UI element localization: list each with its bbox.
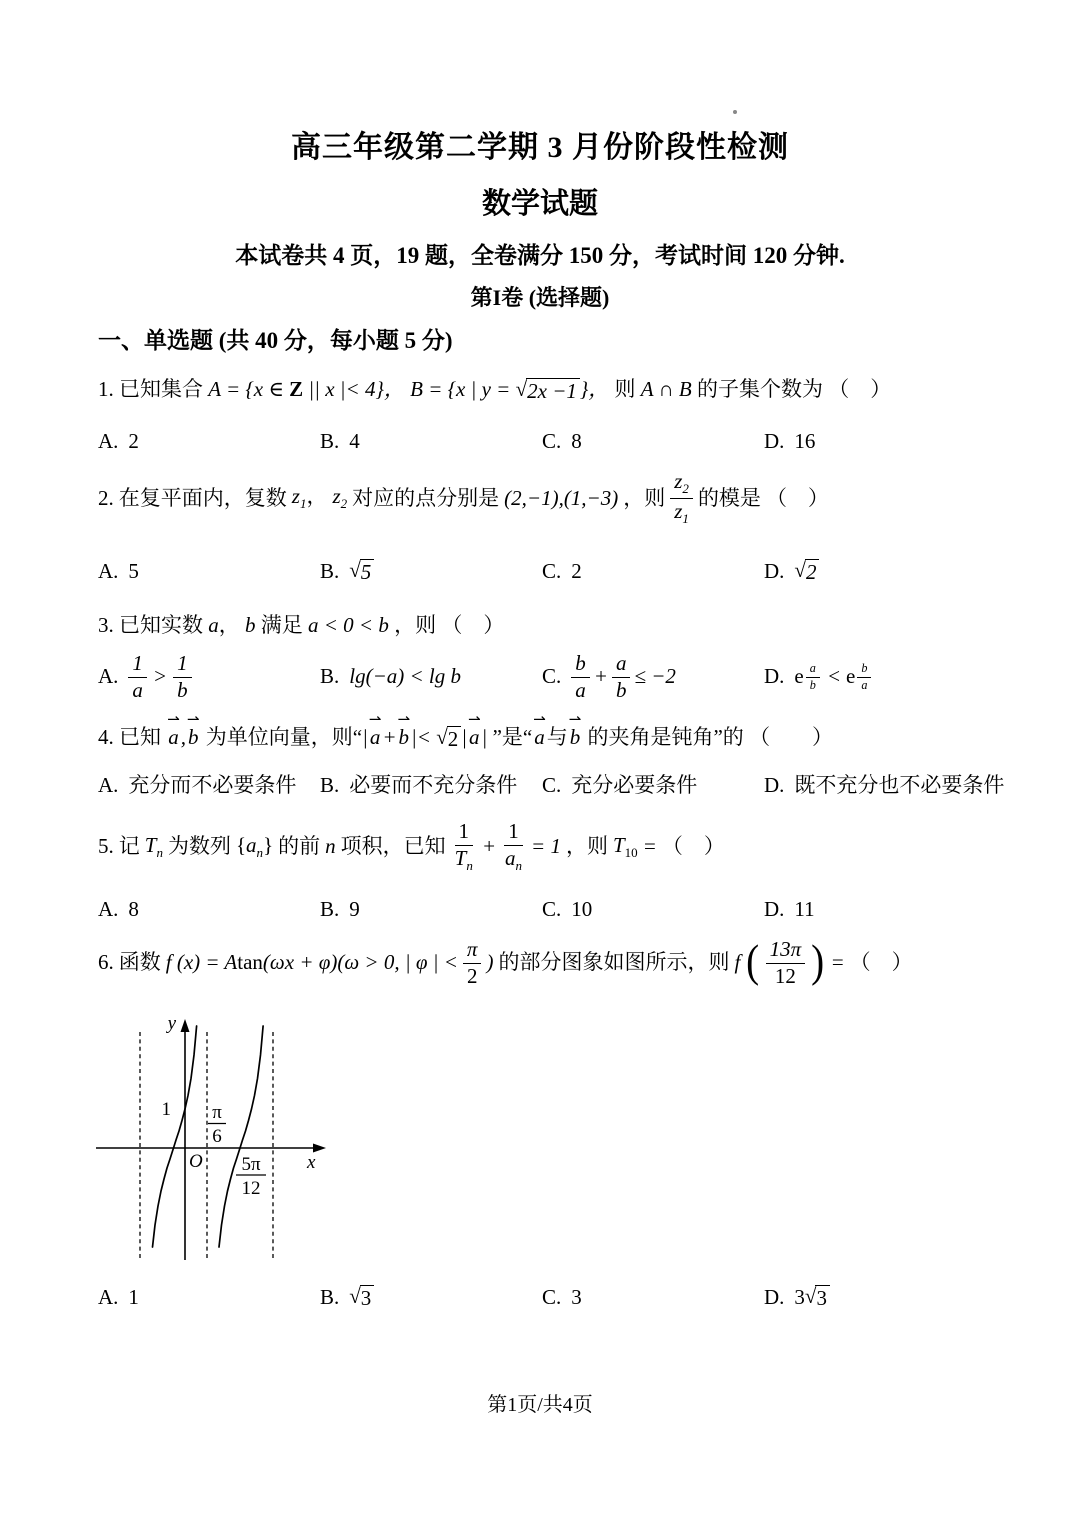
token: T <box>612 832 625 857</box>
origin-label: O <box>189 1151 203 1172</box>
q5-text: 为数列 <box>167 833 231 858</box>
plus-sign: + <box>481 833 497 858</box>
q6-text: 的部分图象如图所示，则 <box>498 950 730 975</box>
plus-sign: + <box>593 664 608 689</box>
answer-blank: （ ） <box>441 613 505 637</box>
q6-number: 6. <box>98 950 114 975</box>
q5-text: ，则 <box>565 833 608 858</box>
option-label: A. <box>98 1285 119 1309</box>
sqrt-expression <box>349 1285 374 1310</box>
q5-text: 的前 <box>278 833 321 858</box>
option-value: 11 <box>794 897 815 921</box>
option-value: 4 <box>349 429 360 453</box>
q3-text: 满足 <box>260 613 303 637</box>
section-heading: 第I卷 (选择题) <box>470 285 610 310</box>
option-label: B. <box>320 429 340 453</box>
option-a <box>98 1284 320 1311</box>
question-3 <box>98 612 1040 639</box>
q3-relation: a < 0 < b <box>308 613 389 637</box>
relation-sign: < <box>826 664 842 689</box>
option-label: A. <box>98 664 119 689</box>
option-label: B. <box>320 897 340 921</box>
question-2-options <box>98 558 1040 585</box>
subscript: 2 <box>682 481 689 497</box>
option-value: 5 <box>128 559 139 583</box>
numerator: 1 <box>504 820 523 846</box>
token: tan <box>237 950 263 975</box>
y-intercept-label: 1 <box>161 1099 171 1120</box>
q1-intersection: A ∩ B <box>640 377 692 401</box>
vector-a <box>532 710 547 751</box>
pi-over-6-numerator: π <box>212 1102 222 1123</box>
token: z <box>674 469 683 493</box>
q2-z1 <box>292 483 328 513</box>
question-5 <box>98 820 1040 873</box>
q5-text: 记 <box>118 833 140 858</box>
exponent <box>806 662 820 692</box>
denominator: b <box>809 677 816 692</box>
option-label: D. <box>764 773 785 797</box>
token: a <box>369 725 381 749</box>
q3-number: 3. <box>98 613 114 637</box>
f-symbol: f <box>734 950 741 975</box>
vector-a <box>166 710 181 751</box>
question-6-graph <box>90 1012 420 1264</box>
var-n: n <box>325 833 336 858</box>
option-d <box>764 772 1040 799</box>
numerator: 13π <box>766 938 806 964</box>
question-6: 6. 函数 f (x) = Atan(ωx + φ)(ω > 0, | φ | < $\frac{\pi}{2}$ ) 的部分图象如图所示，则 f ( $\frac{13\pi}{12}$ ) = （ ） <box>98 935 913 988</box>
option-label: B. <box>320 1285 340 1309</box>
relation-sign: > <box>152 664 168 689</box>
option-label: C. <box>542 664 562 689</box>
option-b <box>320 772 542 799</box>
q2-text: ，则 <box>623 485 666 510</box>
fraction <box>173 652 192 702</box>
option-d <box>764 428 1040 455</box>
option-a <box>98 772 320 799</box>
option-b <box>320 1284 542 1311</box>
question-1-options <box>98 428 1040 455</box>
subscript: 2 <box>340 496 348 512</box>
token: ， <box>306 484 328 509</box>
q3-text: 已知实数 <box>119 613 203 637</box>
option-label: D. <box>764 664 785 689</box>
option-label: D. <box>764 559 785 583</box>
option-a <box>98 896 320 923</box>
tangent-branch-2 <box>219 1026 263 1247</box>
q5-text: 项积，已知 <box>340 833 446 858</box>
numerator: a <box>612 652 631 678</box>
fraction <box>612 652 631 702</box>
option-value: 8 <box>128 897 139 921</box>
option-value: lg(−a) < lg b <box>349 664 462 689</box>
q1-text: 已知集合 <box>119 377 203 401</box>
question-4-options <box>98 772 1040 799</box>
option-label: C. <box>542 429 562 453</box>
sqrt-expression <box>805 1285 830 1310</box>
sqrt-expression <box>349 559 374 584</box>
denominator: 12 <box>774 963 796 988</box>
q2-z2 <box>332 483 347 513</box>
option-label: B. <box>320 559 340 583</box>
denominator: 2 <box>466 963 478 988</box>
answer-blank: （ ） <box>749 725 834 749</box>
tangent-branch-1 <box>153 1026 197 1247</box>
option-a <box>98 428 320 455</box>
q2-number: 2. <box>98 485 114 510</box>
q4-text: 已知 <box>119 725 161 749</box>
question-3-options <box>98 646 1040 708</box>
fraction <box>857 662 871 692</box>
vector-arrow-icon: ⇀ <box>186 710 200 729</box>
sqrt-sign: √ <box>794 558 806 583</box>
sqrt-expression <box>516 378 580 403</box>
sqrt-expression <box>436 726 461 751</box>
option-c <box>542 428 764 455</box>
numerator: π <box>463 938 482 964</box>
sqrt-sign: √ <box>349 1284 361 1309</box>
option-c <box>542 652 764 702</box>
option-value: 充分而不必要条件 <box>128 773 297 797</box>
numerator: 1 <box>173 652 192 678</box>
y-axis-label: y <box>167 1013 176 1034</box>
token: z <box>291 484 300 509</box>
radicand: 2x −1 <box>526 378 580 403</box>
answer-blank: （ ） <box>828 377 892 401</box>
option-label: B. <box>320 664 340 689</box>
option-value: 10 <box>571 897 593 921</box>
x-axis-label: x <box>307 1152 316 1173</box>
term-T10 <box>613 832 638 862</box>
abs-bar: | <box>362 725 368 749</box>
fraction-pi-2 <box>463 938 482 988</box>
option-label: A. <box>98 559 119 583</box>
option-c <box>542 558 764 585</box>
term-Tn <box>145 832 163 862</box>
option-value: 既不充分也不必要条件 <box>794 773 1005 797</box>
option-label: C. <box>542 897 562 921</box>
token: || x |< 4}， <box>303 377 405 401</box>
option-label: C. <box>542 773 562 797</box>
option-value: 3 <box>794 1285 805 1309</box>
page-subtitle: 数学试题 <box>481 188 598 220</box>
q2-text: 在复平面内，复数 <box>118 485 287 510</box>
q3-text: ，则 <box>394 613 437 637</box>
page-footer: 第1页/共4页 <box>487 1394 593 1416</box>
base-e: e <box>846 664 856 689</box>
equals-sign: = <box>642 833 657 858</box>
token: Z <box>289 377 304 401</box>
numerator: 1 <box>455 820 474 846</box>
denominator <box>451 846 477 874</box>
question-6-options <box>98 1284 1040 1311</box>
q2-text: 的模是 <box>697 485 761 510</box>
token: a <box>168 725 179 749</box>
option-b <box>320 663 542 690</box>
abs-bar: | <box>461 725 468 749</box>
vector-arrow-icon: ⇀ <box>568 710 582 729</box>
token: z <box>674 498 683 523</box>
token: (ωx + φ)(ω > 0, | φ | < <box>262 950 458 975</box>
option-c <box>542 896 764 923</box>
fraction-1-an <box>501 820 526 873</box>
y-axis-arrow <box>181 1019 190 1032</box>
part-heading: 一、单选题 (共 40 分，每小题 5 分) <box>98 328 453 353</box>
option-d <box>764 896 1040 923</box>
token: b <box>569 725 581 749</box>
page-title: 高三年级第二学期 3 月份阶段性检测 <box>291 131 789 164</box>
base-e: e <box>794 664 804 689</box>
q1-set-a <box>208 377 405 401</box>
stray-dot <box>733 110 737 114</box>
fraction <box>806 662 820 692</box>
q4-text: ”是“ <box>492 725 533 749</box>
option-c <box>542 1284 764 1311</box>
option-value: 2 <box>571 559 582 583</box>
q6-text: 函数 <box>118 950 161 975</box>
token: z <box>332 484 341 509</box>
fraction-z2-z1 <box>670 470 693 527</box>
subscript: n <box>156 844 163 860</box>
q5-number: 5. <box>98 833 114 858</box>
radicand: 2 <box>805 559 820 584</box>
vector-arrow-icon: ⇀ <box>533 710 546 729</box>
fraction-13pi-12 <box>766 938 806 988</box>
token: f (x) = A <box>165 950 238 975</box>
q2-points: (2,−1),(1,−3) <box>504 485 619 510</box>
radicand: 3 <box>815 1285 830 1310</box>
var-b: b <box>245 613 256 637</box>
denominator: b <box>177 677 188 702</box>
option-d <box>764 662 1040 692</box>
question-5-options <box>98 896 1040 923</box>
subscript: 10 <box>624 844 638 860</box>
token: a <box>469 725 480 749</box>
q4-number: 4. <box>98 725 114 749</box>
q1-text: 则 <box>614 377 636 401</box>
token: , <box>180 725 186 749</box>
token: b <box>188 725 199 749</box>
q1-number: 1. <box>98 377 114 401</box>
equals-one: = 1 <box>531 833 561 858</box>
abs-bar: |< <box>411 725 431 749</box>
denominator <box>670 499 693 527</box>
function-def <box>166 949 458 976</box>
option-label: A. <box>98 429 119 453</box>
token: b <box>398 725 410 749</box>
plus-sign: + <box>382 725 397 749</box>
option-a <box>98 652 320 702</box>
numerator: 1 <box>128 652 147 678</box>
question-4 <box>98 710 1040 751</box>
subscript: n <box>515 857 523 873</box>
option-label: C. <box>542 559 562 583</box>
q4-text: 的夹角是钝角”的 <box>587 725 744 749</box>
sqrt-sign: √ <box>804 1284 817 1309</box>
option-value: 必要而不充分条件 <box>349 773 518 797</box>
numerator: a <box>806 662 820 678</box>
exponent <box>857 662 871 692</box>
option-label: C. <box>542 1285 562 1309</box>
vector-a <box>368 710 383 751</box>
var-a: a <box>208 613 219 637</box>
pi-over-6-denominator: 6 <box>212 1126 222 1147</box>
vector-arrow-icon: ⇀ <box>368 710 382 729</box>
sqrt-sign: √ <box>436 725 448 749</box>
option-d <box>764 558 1040 585</box>
radicand: 3 <box>360 1285 375 1310</box>
denominator: b <box>615 677 627 702</box>
relation-sign: ≤ −2 <box>634 664 676 689</box>
token: T <box>144 832 157 857</box>
close-paren: ) <box>486 950 494 975</box>
token: T <box>454 845 467 870</box>
subscript: 1 <box>682 510 689 526</box>
token: B = {x | y = <box>410 377 516 401</box>
q4-text: 与 <box>546 725 568 749</box>
subscript: 1 <box>299 496 307 512</box>
option-label: D. <box>764 429 785 453</box>
option-value: 9 <box>349 897 360 921</box>
denominator: a <box>861 677 868 692</box>
option-label: D. <box>764 897 785 921</box>
question-1 <box>98 376 1040 403</box>
fraction <box>571 652 590 702</box>
option-value: 8 <box>571 429 582 453</box>
q1-text: 的子集个数为 <box>697 377 823 401</box>
option-b <box>320 428 542 455</box>
answer-blank: （ ） <box>661 833 725 858</box>
option-a <box>98 558 320 585</box>
denominator <box>501 846 526 874</box>
option-value: 2 <box>128 429 139 453</box>
option-b <box>320 558 542 585</box>
subscript: n <box>256 844 264 860</box>
option-value: 16 <box>794 429 816 453</box>
token: a <box>534 725 545 749</box>
vector-arrow-icon: ⇀ <box>167 710 180 729</box>
q2-text: 对应的点分别是 <box>352 485 500 510</box>
vector-b <box>397 710 412 751</box>
option-label: D. <box>764 1285 785 1309</box>
token: }， <box>579 377 610 401</box>
question-2 <box>98 470 1040 527</box>
option-label: A. <box>98 897 119 921</box>
sqrt-sign: √ <box>515 377 528 401</box>
q1-set-b <box>410 377 609 401</box>
token: } <box>263 832 274 857</box>
vector-arrow-icon: ⇀ <box>397 710 411 729</box>
subscript: n <box>466 857 473 873</box>
5pi-over-12-denominator: 12 <box>241 1178 261 1199</box>
fraction-1-Tn <box>451 820 477 873</box>
vector-b <box>186 710 201 751</box>
option-label: B. <box>320 773 340 797</box>
numerator: b <box>857 662 871 678</box>
option-label: A. <box>98 773 119 797</box>
option-b <box>320 896 542 923</box>
option-value: 充分必要条件 <box>571 773 698 797</box>
answer-blank: （ ） <box>849 950 913 975</box>
abs-bar: | <box>481 725 488 749</box>
vector-b <box>568 710 583 751</box>
option-c <box>542 772 764 799</box>
fraction <box>128 652 147 702</box>
sqrt-sign: √ <box>349 558 361 583</box>
denominator: a <box>132 677 143 702</box>
option-value: 1 <box>128 1285 139 1309</box>
equals-sign: = <box>830 950 845 975</box>
denominator: a <box>575 677 586 702</box>
sqrt-expression <box>794 559 819 584</box>
radicand: 2 <box>447 726 462 751</box>
q4-text: 为单位向量，则“ <box>205 725 363 749</box>
exam-info: 本试卷共 4 页，19 题，全卷满分 150 分，考试时间 120 分钟. <box>235 243 845 268</box>
answer-blank: （ ） <box>765 485 829 510</box>
token: A = {x ∈ <box>208 377 290 401</box>
numerator: b <box>571 652 590 678</box>
radicand: 5 <box>360 559 375 584</box>
5pi-over-12-numerator: 5π <box>241 1154 261 1175</box>
numerator <box>670 470 693 499</box>
token: a <box>505 845 516 870</box>
token: a <box>246 832 257 857</box>
vector-arrow-icon: ⇀ <box>467 710 481 729</box>
option-value: 3 <box>571 1285 582 1309</box>
vector-a <box>467 710 482 751</box>
sequence-an <box>236 832 273 862</box>
option-d <box>764 1284 1040 1311</box>
token: ， <box>218 613 240 637</box>
token: { <box>235 832 247 857</box>
